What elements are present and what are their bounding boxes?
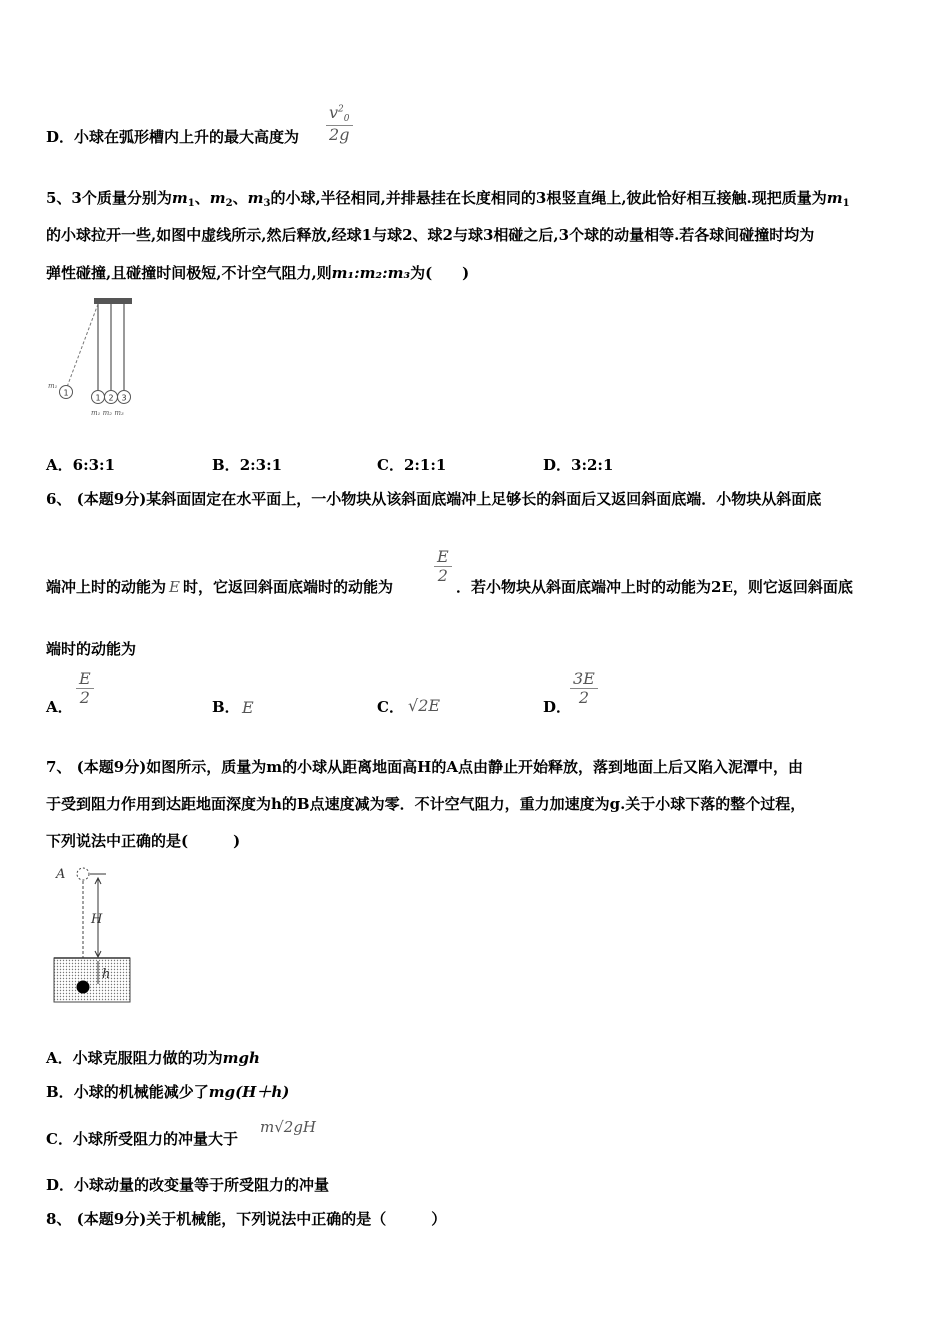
ball-2-label: 2: [108, 393, 114, 403]
formula-sub: 0: [343, 114, 350, 124]
q7-line-2: 于受到阻力作用到达距地面深度为h的B点速度减为零．不计空气阻力，重力加速度为g.关于小球下落的整个过程，: [46, 795, 806, 813]
q7-option-d[interactable]: D．小球动量的改变量等于所受阻力的冲量: [46, 1176, 330, 1194]
q4-option-d: [46, 126, 299, 147]
q4-option-d-text: 小球在弧形槽内上升的最大高度为: [74, 128, 300, 146]
q6-option-b-expr: E: [242, 698, 254, 717]
q7-option-b[interactable]: B．小球的机械能减少了mg(H＋h): [46, 1083, 290, 1101]
formula-sup: 2: [338, 104, 344, 115]
q5-line-3: [46, 262, 469, 283]
q5-option-c[interactable]: C．2:1:1: [377, 456, 447, 474]
q5-option-a[interactable]: A．6:3:1: [46, 456, 116, 474]
ball-end: [77, 981, 90, 994]
q5-line-2: 的小球拉开一些,如图中虚线所示,然后释放,经球1与球2、球2与球3相碰之后,3个球的动量相等.若各球间碰撞时均为: [46, 226, 815, 244]
q6-option-b[interactable]: B．: [212, 698, 240, 716]
q5-line-1: 5、3个质量分别为$m_1$、$m_2$、$m_3$的小球,半径相同,并排悬挂在长度相同的3根竖直绳上,彼此恰好相互接触.现把质量为$m_1$: [46, 189, 850, 209]
q5-line3-ratio: m₁:m₂:m₃: [331, 264, 411, 282]
q6-option-d-expr: $\frac{3E}{2}$: [570, 670, 598, 706]
q4-option-d-formula: [326, 104, 353, 143]
q6-line2-b: 时，它返回斜面底端时的动能为: [182, 578, 393, 596]
q5-line1-d: 根竖直绳上,彼此恰好相互接触.现把质量为: [546, 189, 827, 207]
label-H: H: [91, 912, 103, 927]
q5-option-b[interactable]: B．2:3:1: [212, 456, 283, 474]
formula-v: v: [329, 103, 339, 122]
mud-ground: [54, 958, 130, 1002]
q6-line-1: 6、 (本题9分)某斜面固定在水平面上，一小物块从该斜面底端冲上足够长的斜面后又返回斜面底端．小物块从斜面底: [46, 490, 822, 508]
formula-den: 2g: [329, 124, 350, 144]
q6-line2-a: 端冲上时的动能为: [46, 578, 167, 596]
bottom-labels: m₁ m₂ m₃: [91, 409, 124, 417]
q5-figure: [44, 292, 144, 422]
q6-option-a-expr: $\frac{E}{2}$: [76, 670, 94, 706]
q5-option-d[interactable]: D．3:2:1: [543, 456, 614, 474]
label-A: A: [56, 867, 66, 882]
q5-line1-b: 的小球,半径相同,并排悬挂在长度相同的: [270, 189, 536, 207]
label-m1: m₁: [48, 382, 58, 390]
q6-option-a[interactable]: A．: [46, 698, 73, 716]
q7-figure: [50, 860, 140, 1006]
q5-line3-end: 为( ): [410, 264, 470, 282]
q6-line-3: 端时的动能为: [46, 640, 137, 658]
q5-line1-c: 3: [535, 189, 547, 207]
q5-line1-a: 5、3个质量分别为: [46, 189, 172, 207]
q6-option-d[interactable]: D．: [543, 698, 572, 716]
q6-option-c[interactable]: C．: [377, 698, 404, 716]
ball-start: [77, 868, 89, 880]
q7-line-3: 下列说法中正确的是( ): [46, 832, 241, 850]
ceiling-hatch: [94, 298, 132, 304]
ball-1-label-left: 1: [63, 388, 69, 398]
q6-line-2-c: ．若小物块从斜面底端冲上时的动能为2E，则它返回斜面底: [456, 578, 853, 596]
ball-1-label: 1: [95, 393, 101, 403]
q5-line3-text: 弹性碰撞,且碰撞时间极短,不计空气阻力,则: [46, 264, 332, 282]
q7-line-1: 7、 (本题9分)如图所示，质量为m的小球从距离地面高H的A点由静止开始释放，落到地面上后又陷入泥潭中，由: [46, 758, 803, 776]
ball-3-label: 3: [121, 393, 127, 403]
q6-line-2: [46, 576, 393, 597]
q7-option-c[interactable]: C．小球所受阻力的冲量大于: [46, 1130, 238, 1148]
q4-option-d-letter: D．: [46, 128, 75, 146]
q8-line-1: 8、 (本题9分)关于机械能，下列说法中正确的是（ ）: [46, 1210, 447, 1228]
q6-option-c-expr: √2E: [408, 696, 441, 715]
q6-line2-E: E: [169, 578, 180, 596]
q7-option-a[interactable]: A．小球克服阻力做的功为mgh: [46, 1049, 260, 1067]
q6-line2-fraction: $\frac{E}{2}$: [434, 548, 452, 584]
label-h: h: [102, 967, 111, 982]
q5-line1-m: m: [826, 189, 843, 207]
q7-option-c-expr: m√2gH: [260, 1118, 317, 1136]
